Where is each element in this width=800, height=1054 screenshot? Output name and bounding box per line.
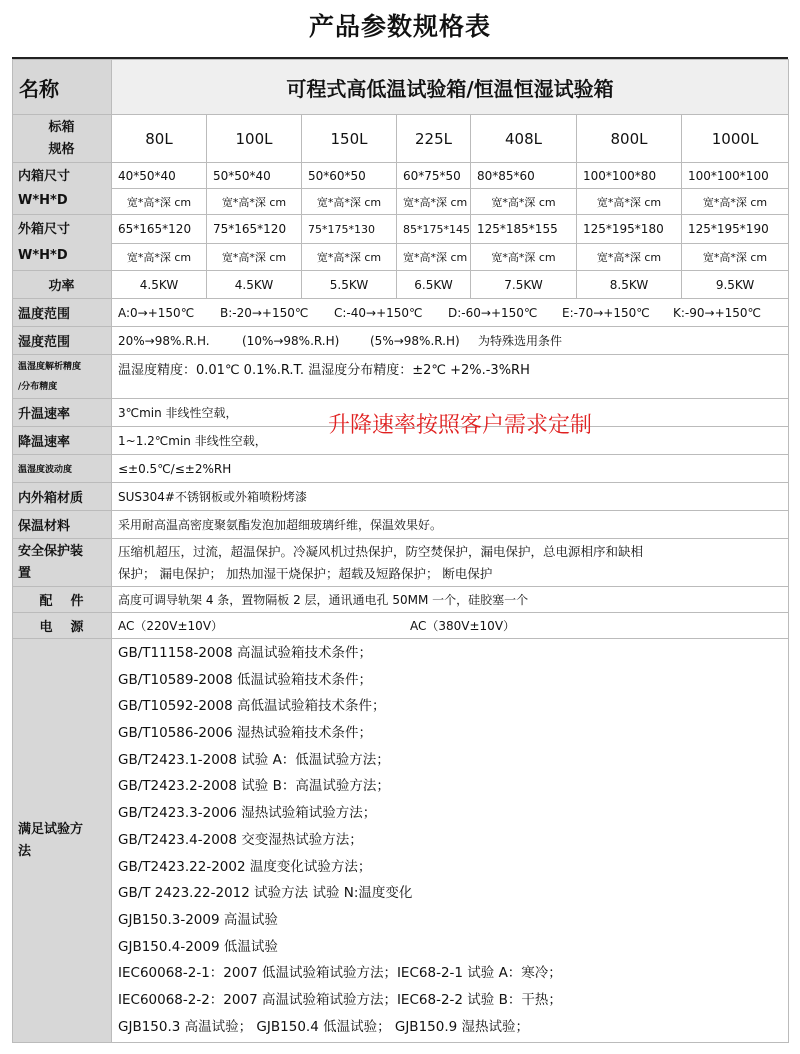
inner-size-cell: 100*100*100: [682, 163, 789, 189]
inner-size-cell: 50*50*40: [207, 163, 302, 189]
standard-item: GB/T10586-2006 湿热试验箱技术条件；: [118, 725, 372, 742]
custom-rate-note: 升降速率按照客户需求定制: [328, 413, 593, 438]
spec-table: [12, 57, 788, 1043]
capacity-cell: 100L: [207, 115, 302, 163]
standard-item: GJB150.3 高温试验； GJB150.4 低温试验； GJB150.9 湿热试验；: [118, 1018, 530, 1035]
standard-item: GB/T2423.1-2008 试验 A：低温试验方法；: [118, 751, 390, 768]
safety-value: 压缩机超压，过流，超温保护。冷凝风机过热保护，防空焚保护，漏电保护，总电源相序和缺相 保护； 漏电保护； 加热加湿干烧保护；超载及短路保护； 断电保护: [112, 539, 789, 587]
power-row: [13, 271, 789, 299]
capacity-label: 标箱 规格: [13, 115, 112, 163]
temp-range-item: K:-90→+150℃: [673, 305, 762, 320]
cool-rate-label: 降温速率: [13, 427, 112, 455]
temp-range-item: A:0→+150℃: [118, 305, 195, 320]
outer-size-row: [13, 215, 789, 244]
temp-range-item: D:-60→+150℃: [448, 305, 538, 320]
name-label: 名称: [13, 60, 112, 115]
standard-item: GB/T10589-2008 低温试验箱技术条件；: [118, 671, 372, 688]
inner-size-cell: 40*50*40: [112, 163, 207, 189]
standards-list: [112, 639, 789, 1043]
standards-label: 满足试验方 法: [13, 639, 112, 1043]
standard-item: GB/T2423.2-2008 试验 B：高温试验方法；: [118, 778, 390, 795]
temp-range-value: [112, 299, 789, 327]
inner-size-cell: 100*100*80: [577, 163, 682, 189]
inner-unit-cell: 宽*高*深 cm: [302, 189, 397, 215]
outer-unit-cell: 宽*高*深 cm: [682, 244, 789, 271]
standard-item: GB/T 2423.22-2012 试验方法 试验 N:温度变化: [118, 885, 413, 902]
outer-size-cell: 85*175*145: [397, 215, 471, 244]
inner-unit-cell: 宽*高*深 cm: [397, 189, 471, 215]
power-cell: 7.5KW: [471, 271, 577, 299]
capacity-row: [13, 115, 789, 163]
precision-value: 温湿度精度：0.01℃ 0.1%.R.T. 温湿度分布精度：±2℃ +2%.-3%RH: [112, 355, 789, 399]
outer-size-cell: 75*165*120: [207, 215, 302, 244]
temp-range-item: B:-20→+150℃: [220, 305, 309, 320]
standard-item: GJB150.4-2009 低温试验: [118, 938, 278, 955]
power-cell: 4.5KW: [207, 271, 302, 299]
power-cell: 6.5KW: [397, 271, 471, 299]
fluctuation-label: 温湿度波动度: [13, 455, 112, 483]
inner-size-cell: 80*85*60: [471, 163, 577, 189]
inner-unit-cell: 宽*高*深 cm: [112, 189, 207, 215]
standard-item: GB/T2423.3-2006 湿热试验箱试验方法；: [118, 805, 377, 822]
fluctuation-value: ≤±0.5℃/≤±2%RH: [112, 455, 789, 483]
heat-rate-label: 升温速率: [13, 399, 112, 427]
temp-range-item: E:-70→+150℃: [562, 305, 650, 320]
power-supply-value: AC（220V±10V） AC（380V±10V）: [112, 613, 789, 639]
power-label: 功率: [13, 271, 112, 299]
inner-size-label: 内箱尺寸 W*H*D: [13, 163, 112, 215]
standard-item: IEC60068-2-1：2007 低温试验箱试验方法；IEC68-2-1 试验 A：寒冷；: [118, 965, 562, 982]
capacity-cell: 1000L: [682, 115, 789, 163]
outer-size-cell: 65*165*120: [112, 215, 207, 244]
insulation-row: [13, 511, 789, 539]
humidity-range-value: 20%→98%.R.H. (10%→98%.R.H) (5%→98%.R.H) 为特殊选用条件: [112, 327, 789, 355]
standard-item: GB/T10592-2008 高低温试验箱技术条件；: [118, 698, 386, 715]
precision-label: 温湿度解析精度 /分布精度: [13, 355, 112, 399]
inner-unit-cell: 宽*高*深 cm: [207, 189, 302, 215]
outer-unit-cell: 宽*高*深 cm: [112, 244, 207, 271]
humidity-range-label: 湿度范围: [13, 327, 112, 355]
standards-row: [13, 639, 789, 1043]
outer-size-label: 外箱尺寸 W*H*D: [13, 215, 112, 271]
outer-size-cell: 75*175*130: [302, 215, 397, 244]
inner-unit-cell: 宽*高*深 cm: [682, 189, 789, 215]
outer-unit-cell: 宽*高*深 cm: [471, 244, 577, 271]
power-cell: 8.5KW: [577, 271, 682, 299]
outer-unit-cell: 宽*高*深 cm: [302, 244, 397, 271]
humidity-range-row: [13, 327, 789, 355]
power-cell: 5.5KW: [302, 271, 397, 299]
inner-size-row: [13, 163, 789, 189]
insulation-label: 保温材料: [13, 511, 112, 539]
outer-size-cell: 125*195*180: [577, 215, 682, 244]
inner-unit-cell: 宽*高*深 cm: [471, 189, 577, 215]
header-row: [13, 60, 789, 115]
product-name: 可程式高低温试验箱/恒温恒湿试验箱: [112, 60, 789, 115]
capacity-cell: 80L: [112, 115, 207, 163]
page-title: 产品参数规格表: [308, 12, 491, 41]
outer-unit-cell: 宽*高*深 cm: [577, 244, 682, 271]
temp-range-item: C:-40→+150℃: [334, 305, 423, 320]
standard-item: GJB150.3-2009 高温试验: [118, 911, 278, 928]
capacity-cell: 150L: [302, 115, 397, 163]
power-supply-row: [13, 613, 789, 639]
accessories-label: 配 件: [13, 587, 112, 613]
standard-item: GB/T2423.4-2008 交变湿热试验方法；: [118, 831, 363, 848]
capacity-cell: 408L: [471, 115, 577, 163]
power-cell: 4.5KW: [112, 271, 207, 299]
inner-unit-cell: 宽*高*深 cm: [577, 189, 682, 215]
safety-row: [13, 539, 789, 587]
insulation-value: 采用耐高温高密度聚氨酯发泡加超细玻璃纤维，保温效果好。: [112, 511, 789, 539]
material-row: [13, 483, 789, 511]
temp-range-row: [13, 299, 789, 327]
temp-range-label: 温度范围: [13, 299, 112, 327]
capacity-cell: 225L: [397, 115, 471, 163]
fluctuation-row: [13, 455, 789, 483]
capacity-cell: 800L: [577, 115, 682, 163]
outer-unit-row: [13, 244, 789, 271]
inner-size-cell: 50*60*50: [302, 163, 397, 189]
material-label: 内外箱材质: [13, 483, 112, 511]
power-supply-label: 电 源: [13, 613, 112, 639]
accessories-value: 高度可调导轨架 4 条，置物隔板 2 层，通讯通电孔 50MM 一个，硅胶塞一个: [112, 587, 789, 613]
accessories-row: [13, 587, 789, 613]
outer-size-cell: 125*195*190: [682, 215, 789, 244]
outer-unit-cell: 宽*高*深 cm: [397, 244, 471, 271]
precision-row: [13, 355, 789, 399]
outer-size-cell: 125*185*155: [471, 215, 577, 244]
heat-rate-value: 3℃min 非线性空载，: [112, 399, 789, 427]
power-cell: 9.5KW: [682, 271, 789, 299]
outer-unit-cell: 宽*高*深 cm: [207, 244, 302, 271]
safety-label: 安全保护装 置: [13, 539, 112, 587]
standard-item: GB/T2423.22-2002 温度变化试验方法；: [118, 858, 372, 875]
material-value: SUS304#不锈钢板或外箱喷粉烤漆: [112, 483, 789, 511]
inner-size-cell: 60*75*50: [397, 163, 471, 189]
standard-item: GB/T11158-2008 高温试验箱技术条件；: [118, 645, 372, 661]
cool-rate-value: 1~1.2℃min 非线性空载，: [112, 427, 789, 455]
inner-unit-row: [13, 189, 789, 215]
standard-item: IEC60068-2-2：2007 高温试验箱试验方法；IEC68-2-2 试验 B：干热；: [118, 991, 562, 1008]
